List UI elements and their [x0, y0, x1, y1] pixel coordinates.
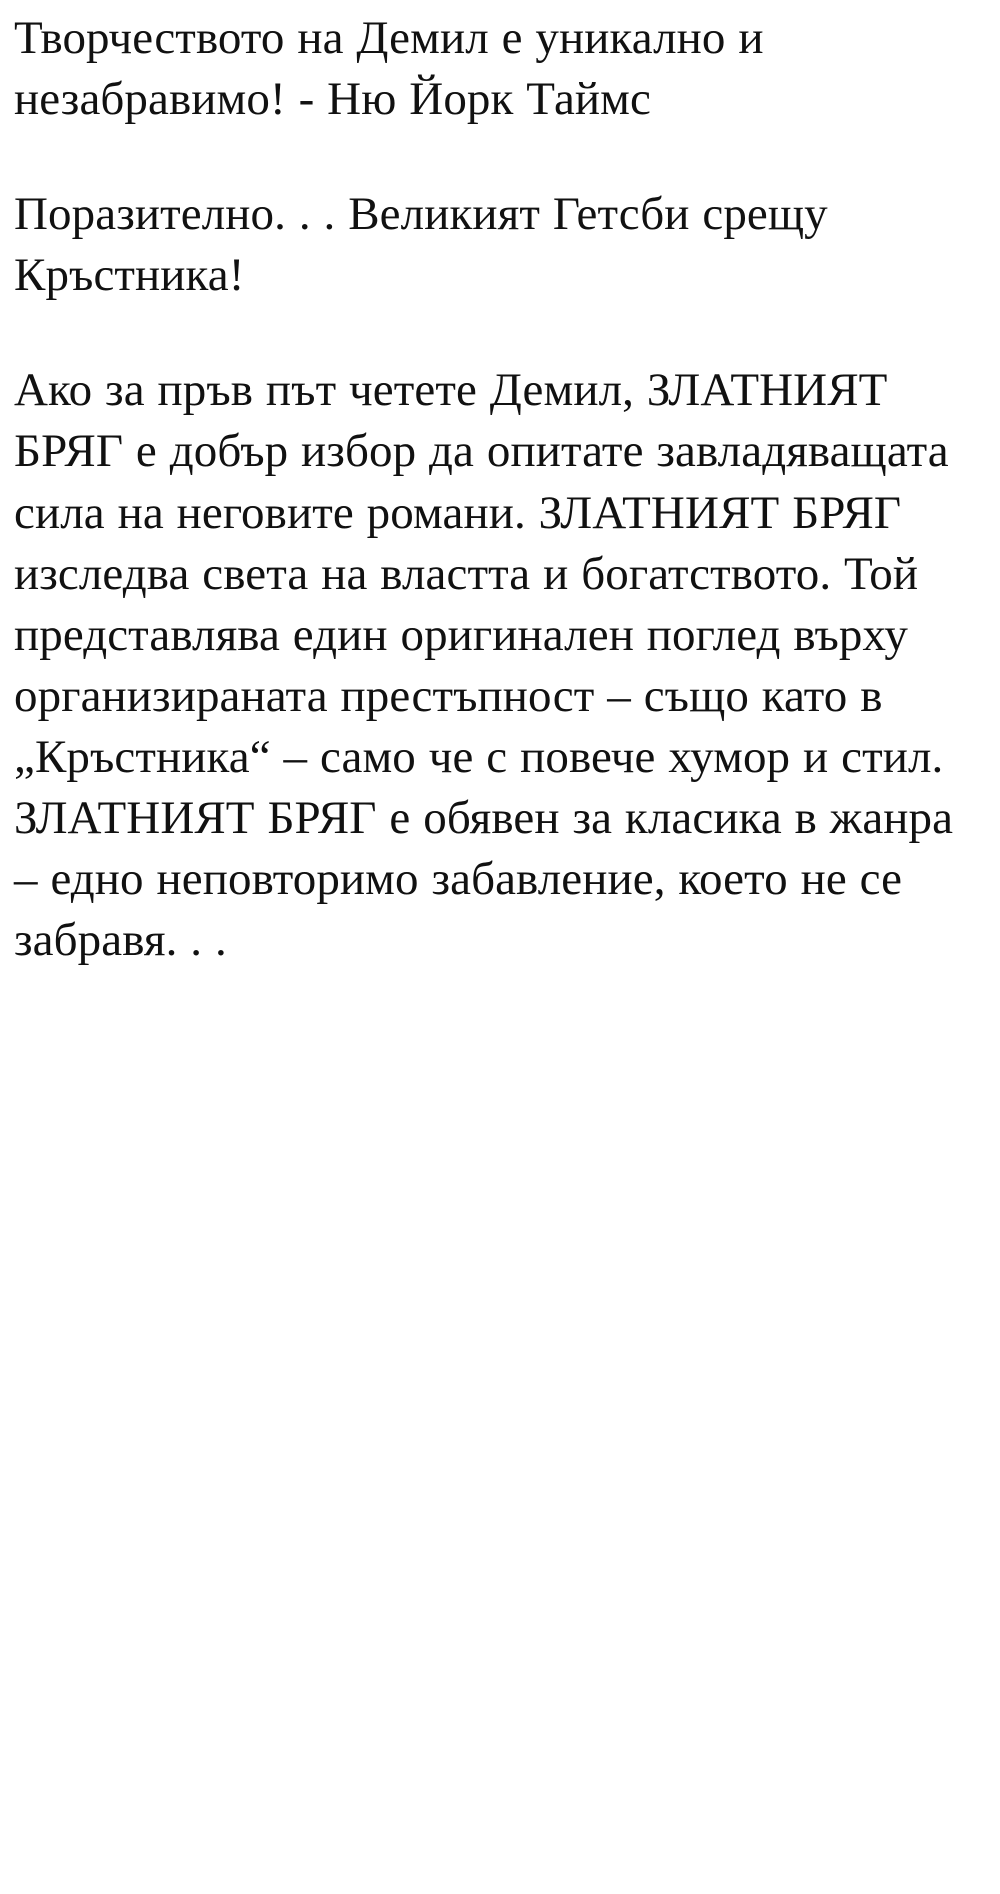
paragraph-description: Ако за пръв път четете Демил, ЗЛАТНИЯТ БРЯГ е добър избор да опитате завладяващата сила на неговите романи. ЗЛАТНИЯТ БРЯГ изследва света на властта и богатството. Той представлява един оригинален поглед върху организираната престъпност – също като в „Кръстника“ – само че с повече хумор и стил. ЗЛАТНИЯТ БРЯГ е обявен за класика в жанра – едно неповторимо забавление, което не се забравя. . . — [14, 364, 954, 967]
book-text-block — [14, 8, 976, 971]
paragraph-review-quote: Творчеството на Демил е уникално и незабравимо! - Ню Йорк Таймс — [14, 12, 764, 126]
paragraph-tagline: Поразително. . . Великият Гетсби срещу Кръстника! — [14, 188, 828, 302]
